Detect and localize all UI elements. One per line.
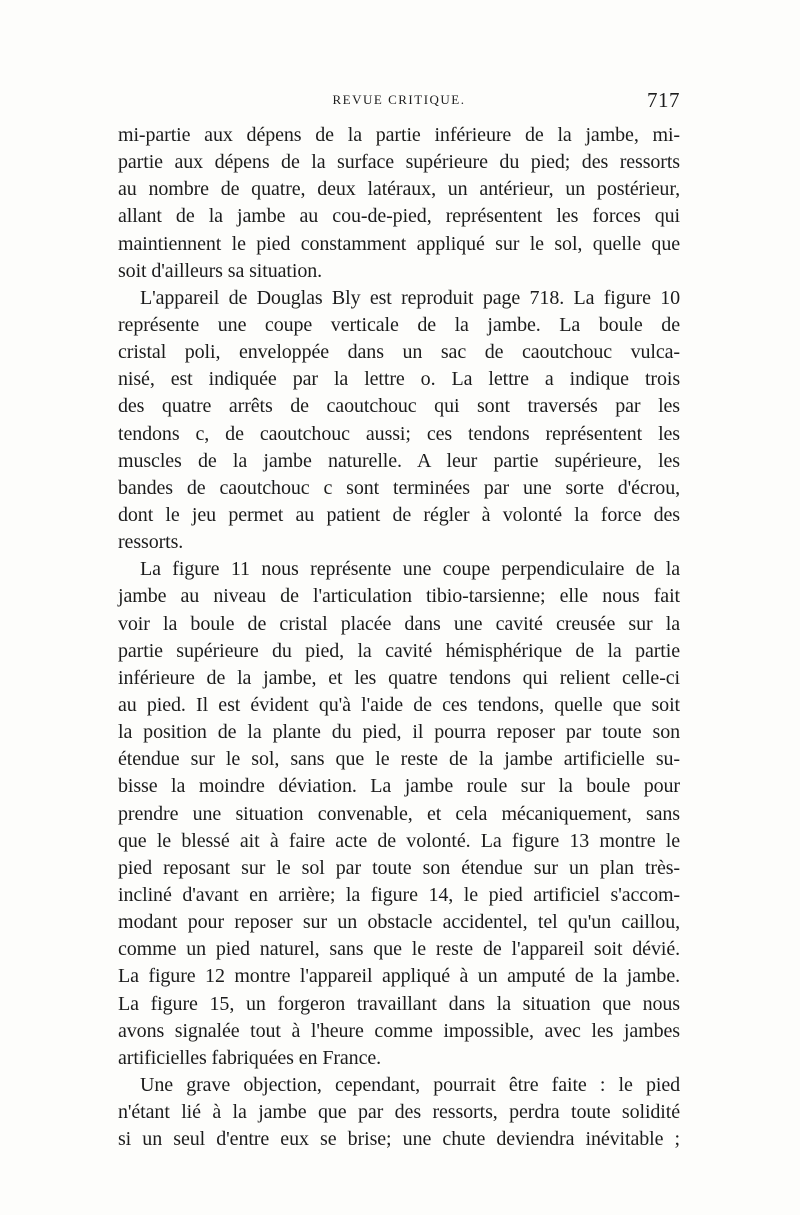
text-line: allant de la jambe au cou-de-pied, représentent les forces qui — [118, 205, 680, 228]
text-line: jambe au niveau de l'articulation tibio-tarsienne; elle nous fait — [118, 585, 680, 608]
text-line: n'étant lié à la jambe que par des ressorts, perdra toute solidité — [118, 1101, 680, 1124]
text-line: incliné d'avant en arrière; la figure 14, le pied artificiel s'accom- — [118, 883, 680, 906]
text-line: inférieure de la jambe, et les quatre tendons qui relient celle-ci — [118, 666, 680, 689]
paragraph-start-line: Une grave objection, cependant, pourrait être faite : le pied — [140, 1073, 680, 1096]
text-line: nisé, est indiquée par la lettre o. La lettre a indique trois — [118, 368, 680, 391]
running-title: REVUE CRITIQUE. — [332, 92, 466, 107]
page-number: 717 — [647, 88, 680, 112]
text-line: prendre une situation convenable, et cela mécaniquement, sans — [118, 802, 680, 825]
text-line: voir la boule de cristal placée dans une cavité creusée sur la — [118, 612, 680, 635]
text-line: au pied. Il est évident qu'à l'aide de ces tendons, quelle que soit — [118, 693, 680, 716]
text-line: partie supérieure du pied, la cavité hémisphérique de la partie — [118, 639, 680, 662]
text-line: mi-partie aux dépens de la partie inférieure de la jambe, mi- — [118, 124, 680, 146]
text-line: dont le jeu permet au patient de régler à volonté la force des — [118, 503, 680, 526]
text-line: des quatre arrêts de caoutchouc qui sont traversés par les — [118, 395, 680, 418]
text-line: représente une coupe verticale de la jambe. La boule de — [118, 313, 680, 336]
text-line: au nombre de quatre, deux latéraux, un antérieur, un postérieur, — [118, 178, 680, 201]
text-line: cristal poli, enveloppée dans un sac de caoutchouc vulca- — [118, 341, 680, 364]
text-line: tendons c, de caoutchouc aussi; ces tendons représentent les — [118, 422, 680, 445]
paragraph-start-line: L'appareil de Douglas Bly est reproduit page 718. La figure 10 — [140, 286, 680, 309]
text-line: soit d'ailleurs sa situation. — [118, 259, 323, 282]
text-line: que le blessé ait à faire acte de volonté. La figure 13 montre le — [118, 829, 680, 852]
text-line: artificielles fabriquées en France. — [118, 1046, 382, 1069]
text-line: La figure 12 montre l'appareil appliqué à un amputé de la jambe. — [118, 965, 680, 988]
text-line: comme un pied naturel, sans que le reste de l'appareil soit dévié. — [118, 938, 680, 961]
text-line: avons signalée tout à l'heure comme impossible, avec les jambes — [118, 1019, 680, 1042]
text-line: étendue sur le sol, sans que le reste de la jambe artificielle su- — [118, 748, 680, 771]
text-line: ressorts. — [118, 531, 184, 554]
page-header — [118, 88, 680, 122]
text-line: bandes de caoutchouc c sont terminées par une sorte d'écrou, — [118, 476, 680, 499]
text-line: si un seul d'entre eux se brise; une chute deviendra inévitable ; — [118, 1128, 680, 1151]
text-line: maintiennent le pied constamment appliqué sur le sol, quelle que — [118, 232, 680, 255]
body-text — [118, 122, 680, 1153]
text-line: bisse la moindre déviation. La jambe roule sur la boule pour — [118, 775, 680, 798]
text-line: La figure 15, un forgeron travaillant dans la situation que nous — [118, 992, 680, 1015]
text-line: la position de la plante du pied, il pourra reposer par toute son — [118, 721, 680, 744]
text-line: partie aux dépens de la surface supérieure du pied; des ressorts — [118, 151, 680, 174]
text-line: pied reposant sur le sol par toute son étendue sur un plan très- — [118, 856, 680, 879]
text-line: modant pour reposer sur un obstacle accidentel, tel qu'un caillou, — [118, 911, 680, 934]
paragraph-start-line: La figure 11 nous représente une coupe perpendiculaire de la — [140, 558, 680, 581]
text-line: muscles de la jambe naturelle. A leur partie supérieure, les — [118, 449, 680, 472]
